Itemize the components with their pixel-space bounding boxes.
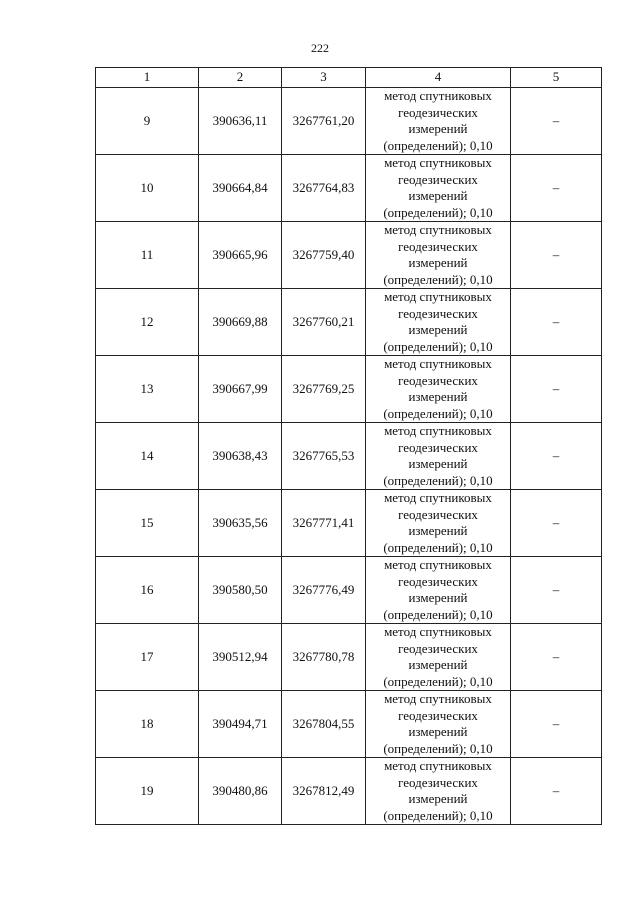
header-cell-2: 2 [199,68,282,88]
y-coordinate-cell: 3267764,83 [282,155,366,222]
method-line: метод спутниковых [384,222,492,237]
method-line: метод спутниковых [384,289,492,304]
row-number-cell: 17 [96,624,199,691]
method-cell [366,88,511,155]
x-coordinate-cell: 390580,50 [199,557,282,624]
column-5-cell: – [511,758,602,825]
y-coordinate-cell: 3267769,25 [282,356,366,423]
method-line: измерений [408,456,468,471]
method-line: геодезических [398,573,478,589]
method-line: геодезических [398,372,478,388]
method-line: метод спутниковых [384,423,492,438]
row-number-cell: 14 [96,423,199,490]
method-cell [366,356,511,423]
y-coordinate-cell: 3267780,78 [282,624,366,691]
row-number-cell: 12 [96,289,199,356]
method-line: метод спутниковых [384,356,492,371]
method-line: геодезических [398,305,478,321]
method-line: измерений [408,590,468,605]
table-body [96,88,602,825]
table-row [96,423,602,490]
method-line: (определений); 0,10 [383,606,493,622]
method-line: метод спутниковых [384,624,492,639]
column-5-cell: – [511,289,602,356]
table-row [96,758,602,825]
y-coordinate-cell: 3267804,55 [282,691,366,758]
method-line: геодезических [398,238,478,254]
method-line: метод спутниковых [384,557,492,572]
table-row [96,624,602,691]
table-row [96,222,602,289]
y-coordinate-cell: 3267812,49 [282,758,366,825]
page-number: 222 [311,41,329,55]
method-line: (определений); 0,10 [383,137,493,153]
column-5-cell: – [511,691,602,758]
column-5-cell: – [511,423,602,490]
column-5-cell: – [511,222,602,289]
x-coordinate-cell: 390480,86 [199,758,282,825]
column-5-cell: – [511,155,602,222]
method-cell [366,155,511,222]
table-row [96,691,602,758]
row-number-cell: 16 [96,557,199,624]
method-line: измерений [408,255,468,270]
method-line: (определений); 0,10 [383,204,493,220]
row-number-cell: 13 [96,356,199,423]
header-cell-4: 4 [366,68,511,88]
method-line: (определений); 0,10 [383,271,493,287]
x-coordinate-cell: 390669,88 [199,289,282,356]
column-5-cell: – [511,557,602,624]
y-coordinate-cell: 3267765,53 [282,423,366,490]
table-row [96,557,602,624]
column-5-cell: – [511,624,602,691]
method-line: геодезических [398,640,478,656]
y-coordinate-cell: 3267760,21 [282,289,366,356]
method-line: (определений); 0,10 [383,338,493,354]
method-line: геодезических [398,774,478,790]
method-line: (определений); 0,10 [383,740,493,756]
table-row [96,490,602,557]
method-line: метод спутниковых [384,490,492,505]
table-row [96,289,602,356]
method-line: геодезических [398,104,478,120]
method-line: геодезических [398,171,478,187]
method-line: геодезических [398,439,478,455]
x-coordinate-cell: 390665,96 [199,222,282,289]
row-number-cell: 18 [96,691,199,758]
y-coordinate-cell: 3267761,20 [282,88,366,155]
header-cell-1: 1 [96,68,199,88]
header-cell-3: 3 [282,68,366,88]
method-line: измерений [408,657,468,672]
row-number-cell: 11 [96,222,199,289]
method-line: измерений [408,724,468,739]
x-coordinate-cell: 390638,43 [199,423,282,490]
x-coordinate-cell: 390494,71 [199,691,282,758]
method-cell [366,222,511,289]
y-coordinate-cell: 3267776,49 [282,557,366,624]
method-line: метод спутниковых [384,691,492,706]
method-line: (определений); 0,10 [383,405,493,421]
method-cell [366,691,511,758]
method-line: измерений [408,389,468,404]
method-cell [366,423,511,490]
method-cell [366,490,511,557]
method-cell [366,758,511,825]
column-5-cell: – [511,88,602,155]
row-number-cell: 15 [96,490,199,557]
header-cell-5: 5 [511,68,602,88]
column-5-cell: – [511,490,602,557]
header-row [96,68,602,88]
x-coordinate-cell: 390636,11 [199,88,282,155]
method-line: (определений); 0,10 [383,807,493,823]
row-number-cell: 19 [96,758,199,825]
coordinates-table [95,67,602,825]
method-line: метод спутниковых [384,155,492,170]
method-line: измерений [408,322,468,337]
row-number-cell: 10 [96,155,199,222]
x-coordinate-cell: 390664,84 [199,155,282,222]
row-number-cell: 9 [96,88,199,155]
x-coordinate-cell: 390667,99 [199,356,282,423]
method-line: измерений [408,523,468,538]
method-line: метод спутниковых [384,88,492,103]
method-line: геодезических [398,506,478,522]
x-coordinate-cell: 390512,94 [199,624,282,691]
method-line: (определений); 0,10 [383,472,493,488]
method-line: (определений); 0,10 [383,539,493,555]
method-cell [366,289,511,356]
y-coordinate-cell: 3267771,41 [282,490,366,557]
method-line: метод спутниковых [384,758,492,773]
y-coordinate-cell: 3267759,40 [282,222,366,289]
method-line: измерений [408,188,468,203]
method-line: измерений [408,121,468,136]
table-row [96,356,602,423]
table-row [96,88,602,155]
method-cell [366,624,511,691]
method-line: геодезических [398,707,478,723]
method-line: (определений); 0,10 [383,673,493,689]
x-coordinate-cell: 390635,56 [199,490,282,557]
column-5-cell: – [511,356,602,423]
method-cell [366,557,511,624]
method-line: измерений [408,791,468,806]
table-row [96,155,602,222]
